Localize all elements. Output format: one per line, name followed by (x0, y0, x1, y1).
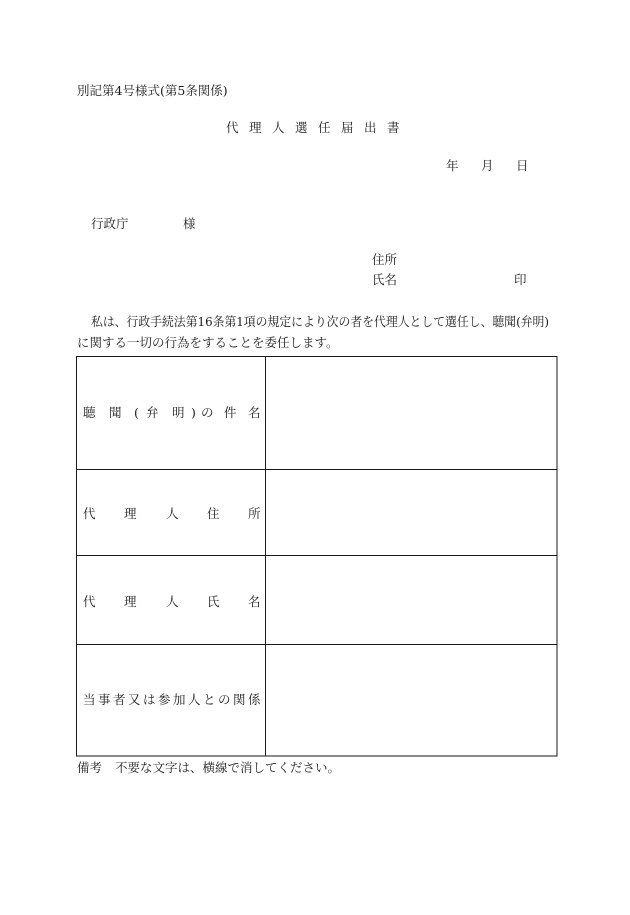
label-char: 関 (233, 692, 246, 707)
date-year: 年 (446, 158, 459, 173)
label-char: ) (191, 405, 196, 420)
label-char: 又 (128, 692, 141, 707)
label-char: 名 (248, 594, 261, 609)
form-label: 別記第4号様式(第5条関係) (77, 83, 228, 98)
applicant-name-label: 氏名 (372, 272, 398, 287)
agent-address-value-cell[interactable] (266, 470, 556, 555)
label-char: は (143, 692, 156, 707)
label-char: 当 (83, 692, 96, 707)
table-row-label-agent-name (83, 594, 261, 609)
label-char: 理 (124, 594, 137, 609)
label-char: ( (134, 405, 139, 420)
label-char: 参 (158, 692, 171, 707)
addressee-agency: 行政庁 (91, 216, 129, 231)
label-char: 人 (166, 506, 179, 521)
label-char: 弁 (146, 405, 159, 420)
label-char: 代 (83, 506, 96, 521)
label-char: 理 (124, 506, 137, 521)
label-char: 代 (83, 594, 96, 609)
applicant-address-label: 住所 (372, 252, 398, 267)
label-char: 者 (113, 692, 126, 707)
date-day: 日 (516, 158, 529, 173)
label-char: 人 (166, 594, 179, 609)
label-char: 加 (173, 692, 186, 707)
addressee-honorific: 様 (183, 216, 196, 231)
label-char: 聞 (109, 405, 122, 420)
body-line-1: 私は、行政手続法第16条第1項の規定により次の者を代理人として選任し、聴聞(弁明) (91, 314, 549, 329)
label-char: 名 (248, 405, 261, 420)
label-char: 聴 (83, 405, 96, 420)
agent-name-value-cell[interactable] (266, 556, 556, 644)
label-char: 係 (248, 692, 261, 707)
table-row-label-agent-address (83, 506, 261, 521)
remarks-text: 不要な文字は、横線で消してください。 (115, 760, 341, 775)
label-char: 所 (248, 506, 261, 521)
table-row-label-relationship (83, 692, 261, 707)
label-char: 人 (188, 692, 201, 707)
relationship-value-cell[interactable] (266, 645, 556, 755)
title-char: 書 (387, 120, 400, 135)
title-char: 理 (249, 120, 262, 135)
label-char: 事 (98, 692, 111, 707)
title-char: 人 (272, 120, 285, 135)
remarks-label: 備考 (77, 760, 103, 775)
seal-mark: 印 (514, 272, 527, 287)
title-char: 届 (341, 120, 354, 135)
title-char: 任 (318, 120, 331, 135)
agent-table (77, 357, 558, 757)
label-char: 件 (224, 405, 237, 420)
title-char: 代 (226, 120, 239, 135)
label-char: 明 (172, 405, 185, 420)
date-line (446, 158, 529, 173)
form-title (226, 120, 400, 135)
title-char: 選 (295, 120, 308, 135)
label-char: の (201, 405, 214, 420)
table-row-label-hearing-subject (83, 405, 261, 420)
label-char: 住 (207, 506, 220, 521)
hearing-subject-value-cell[interactable] (266, 357, 556, 469)
label-char: 氏 (207, 594, 220, 609)
label-char: と (203, 692, 216, 707)
label-char: の (218, 692, 231, 707)
body-line-2: に関する一切の行為をすることを委任します。 (77, 335, 339, 350)
title-char: 出 (364, 120, 377, 135)
date-month: 月 (481, 158, 494, 173)
